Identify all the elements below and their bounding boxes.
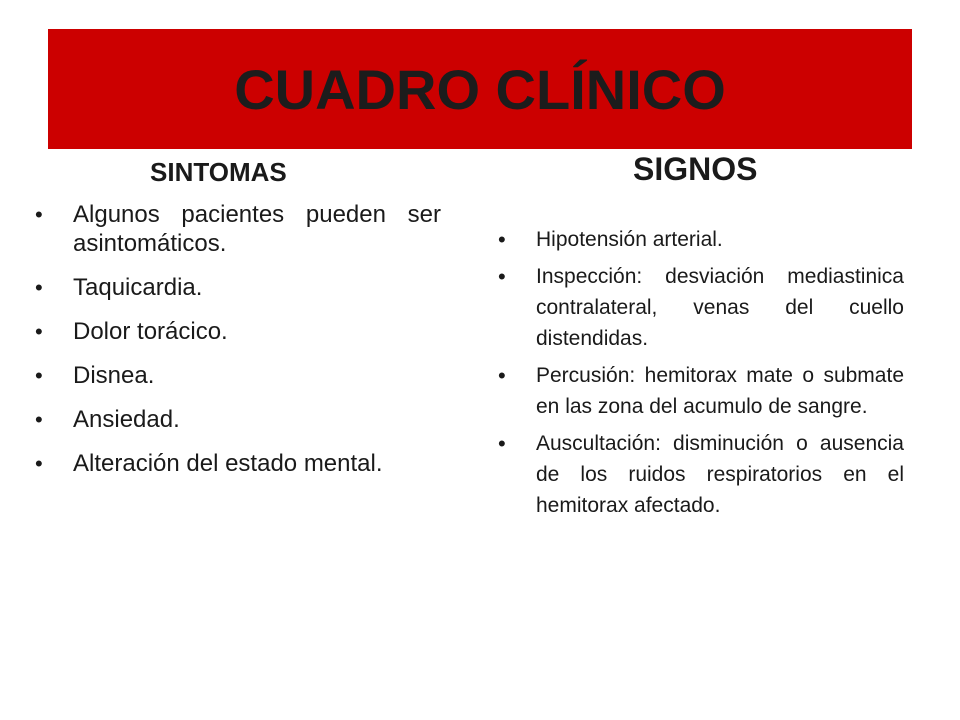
bullet-icon: •: [35, 275, 43, 300]
sintomas-list-item: [35, 200, 441, 258]
bullet-icon: •: [498, 264, 506, 289]
sintomas-list-item: [35, 405, 441, 434]
signos-list-item: [498, 428, 904, 521]
sintomas-list-item: [35, 361, 441, 390]
sintomas-list-item: [35, 317, 441, 346]
bullet-icon: •: [498, 363, 506, 388]
bullet-icon: •: [498, 431, 506, 456]
sintomas-item-text: Ansiedad.: [73, 406, 180, 433]
sintomas-item-text: Disnea.: [73, 362, 155, 389]
signos-list: [498, 224, 904, 527]
bullet-icon: •: [35, 363, 43, 388]
signos-item-text: Hipotensión arterial.: [536, 228, 723, 251]
bullet-icon: •: [35, 407, 43, 432]
signos-item-text: Inspección: desviación mediastinica contralateral, venas del cuello distendidas.: [536, 265, 904, 350]
title-banner: [48, 29, 912, 149]
sintomas-list-item: [35, 449, 441, 478]
signos-item-text: Percusión: hemitorax mate o submate en las zona del acumulo de sangre.: [536, 364, 904, 418]
sintomas-item-text: Taquicardia.: [73, 274, 203, 301]
sintomas-item-text: Dolor torácico.: [73, 318, 228, 345]
sintomas-heading: SINTOMAS: [150, 157, 287, 187]
sintomas-list: [35, 200, 441, 493]
signos-list-item: [498, 360, 904, 422]
signos-item-text: Auscultación: disminución o ausencia de los ruidos respiratorios en el hemitorax afectado.: [536, 432, 904, 517]
slide-title: CUADRO CLÍNICO: [234, 57, 726, 121]
bullet-icon: •: [35, 202, 43, 227]
bullet-icon: •: [498, 227, 506, 252]
signos-list-item: [498, 261, 904, 354]
signos-list-item: [498, 224, 904, 255]
sintomas-item-text: Alteración del estado mental.: [73, 450, 383, 477]
sintomas-list-item: [35, 273, 441, 302]
bullet-icon: •: [35, 319, 43, 344]
sintomas-item-text: Algunos pacientes pueden ser asintomáticos.: [73, 201, 441, 257]
bullet-icon: •: [35, 451, 43, 476]
signos-heading: SIGNOS: [633, 151, 758, 187]
